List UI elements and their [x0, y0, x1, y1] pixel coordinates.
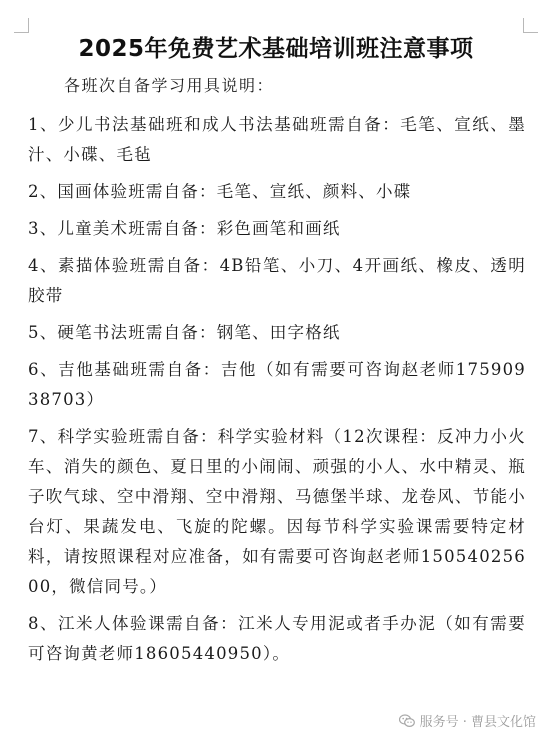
wechat-icon [399, 714, 415, 728]
list-item-7: 7、科学实验班需自备：科学实验材料（12次课程：反冲力小火车、消失的颜色、夏日里的小闹闹、顽强的小人、水中精灵、瓶子吹气球、空中滑翔、空中滑翔、马德堡半球、龙卷风、节能小台灯、果蔬发电、飞旋的陀螺。因每节科学实验课需要特定材料，请按照课程对应准备，如有需要可咨询赵老师15054025600，微信同号。） [28, 427, 526, 596]
watermark-text: 服务号 · 曹县文化馆 [419, 715, 536, 730]
list-item-1: 1、少儿书法基础班和成人书法基础班需自备：毛笔、宣纸、墨汁、小碟、毛毡 [28, 115, 526, 164]
list-item-4: 4、素描体验班需自备：4B铅笔、小刀、4开画纸、橡皮、透明胶带 [28, 256, 526, 305]
list-item-5: 5、硬笔书法班需自备：钢笔、田字格纸 [28, 323, 341, 342]
document-intro: 各班次自备学习用具说明： [64, 76, 275, 95]
list-item-6: 6、吉他基础班需自备：吉他（如有需要可咨询赵老师17590938703） [28, 360, 526, 409]
list-item-8: 8、江米人体验课需自备：江米人专用泥或者手办泥（如有需要可咨询黄老师18605440950）。 [28, 614, 526, 663]
document-title: 2025年免费艺术基础培训班注意事项 [78, 36, 474, 62]
wechat-watermark [399, 711, 536, 730]
list-item-3: 3、儿童美术班需自备：彩色画笔和画纸 [28, 219, 341, 238]
list-item-2: 2、国画体验班需自备：毛笔、宣纸、颜料、小碟 [28, 182, 412, 201]
supply-list [28, 110, 526, 676]
